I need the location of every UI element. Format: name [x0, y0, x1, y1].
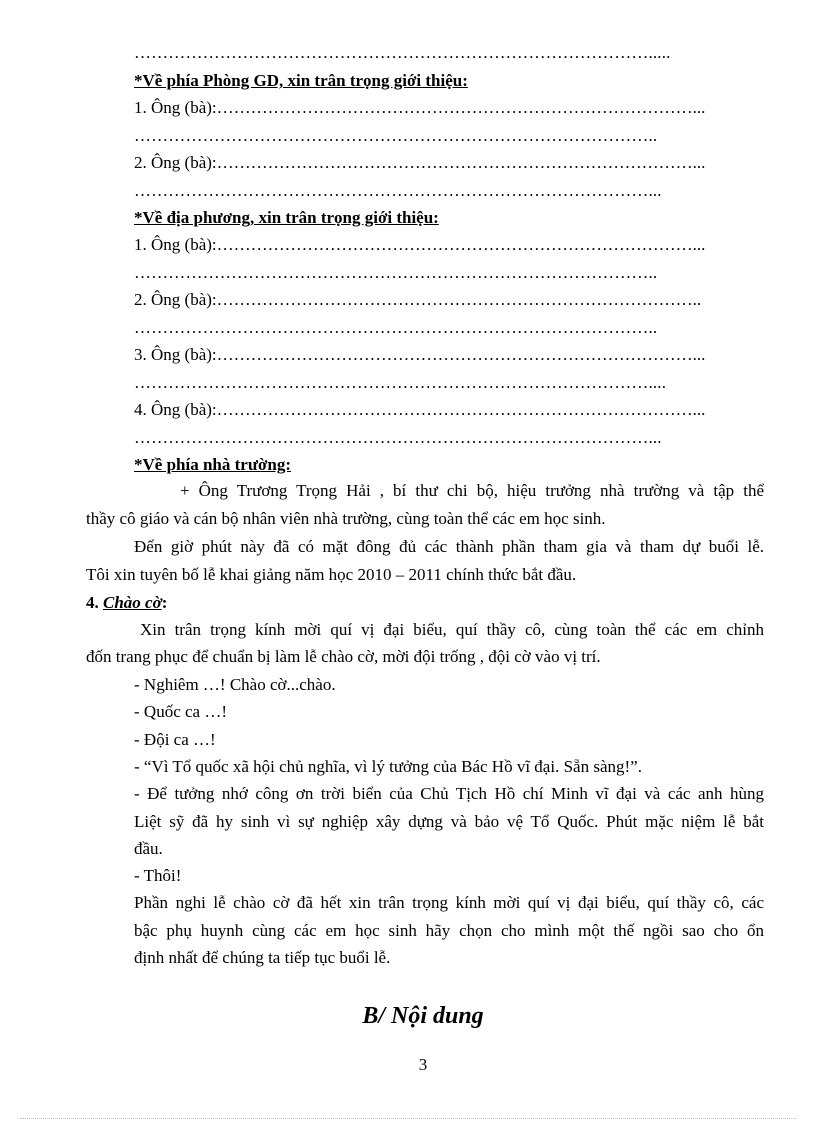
dia-phuong-item-1: 1. Ông (bà):…………………………………………………………………………... [134, 235, 706, 254]
memorial-line-1: - Để tưởng nhớ công ơn trời biển của Chủ Tịch Hồ chí Minh vĩ đại và các anh hùng [134, 784, 764, 803]
phong-gd-item-2: 2. Ông (bà):…………………………………………………………………………... [134, 153, 706, 172]
top-dotted-line: ………………………………………………………………………………..... [134, 43, 671, 62]
opening-paragraph-line-1: Đến giờ phút này đã có mặt đông đủ các thành phần tham gia và tham dự buổi lễ. [134, 537, 764, 556]
closing-line-2: bậc phụ huynh cùng các em học sinh hãy chọn cho mình một thế ngồi sao cho ổn [134, 921, 764, 940]
dia-phuong-item-1-continuation: ……………………………………………………………………………….. [134, 263, 658, 282]
dia-phuong-item-4: 4. Ông (bà):…………………………………………………………………………... [134, 400, 706, 419]
heading-nha-truong: *Về phía nhà trường: [134, 455, 292, 474]
phong-gd-item-1-continuation: ……………………………………………………………………………….. [134, 126, 658, 145]
step-nghiem: - Nghiêm …! Chào cờ...chào. [134, 675, 336, 694]
dia-phuong-item-3-continuation: ……………………………………………………………………………….... [134, 373, 667, 392]
dia-phuong-item-3: 3. Ông (bà):…………………………………………………………………………... [134, 345, 706, 364]
page-bottom-border [20, 1118, 796, 1119]
dia-phuong-item-2-continuation: ……………………………………………………………………………….. [134, 318, 658, 337]
closing-line-1: Phần nghi lễ chào cờ đã hết xin trân trọng kính mời quí vị đại biểu, quí thầy cô, các [134, 893, 764, 912]
chao-co-intro-line-2: đốn trang phục để chuẩn bị làm lễ chào cờ, mời đội trống , đội cờ vào vị trí. [86, 647, 601, 666]
closing-line-3: định nhất để chúng ta tiếp tục buổi lễ. [134, 948, 391, 967]
nha-truong-paragraph-line-1: + Ông Trương Trọng Hải , bí thư chi bộ, hiệu trưởng nhà trường và tập thể [180, 481, 764, 500]
chao-co-intro-line-1: Xin trân trọng kính mời quí vị đại biểu, quí thầy cô, cùng toàn thể các em chỉnh [140, 620, 764, 639]
dia-phuong-item-4-continuation: ………………………………………………………………………………... [134, 428, 662, 447]
memorial-line-3: đầu. [134, 839, 163, 858]
memorial-line-2: Liệt sỹ đã hy sinh vì sự nghiệp xây dựng và bảo vệ Tổ Quốc. Phút mặc niệm lễ bắt [134, 812, 764, 831]
step-san-sang: - “Vì Tổ quốc xã hội chủ nghĩa, vì lý tưởng của Bác Hồ vĩ đại. Sẵn sàng!”. [134, 757, 642, 776]
opening-paragraph-line-2: Tôi xin tuyên bố lễ khai giảng năm học 2010 – 2011 chính thức bắt đầu. [86, 565, 577, 584]
section-title-text: Chào cờ [103, 593, 162, 612]
phong-gd-item-1: 1. Ông (bà):…………………………………………………………………………... [134, 98, 706, 117]
section-chao-co-title [86, 593, 167, 613]
heading-dia-phuong: *Về địa phương, xin trân trọng giới thiệu: [134, 208, 439, 227]
phong-gd-item-2-continuation: ………………………………………………………………………………... [134, 181, 662, 200]
page-number: 3 [418, 1055, 428, 1074]
step-doi-ca: - Đội ca …! [134, 730, 216, 749]
dia-phuong-item-2: 2. Ông (bà):………………………………………………………………………….. [134, 290, 702, 309]
section-number: 4. [86, 593, 103, 612]
nha-truong-paragraph-line-2: thầy cô giáo và cán bộ nhân viên nhà trường, cùng toàn thể các em học sinh. [86, 509, 606, 528]
section-b-title: B/ Nội dung [362, 1003, 484, 1029]
step-thoi: - Thôi! [134, 866, 182, 885]
heading-phong-gd: *Về phía Phòng GD, xin trân trọng giới thiệu: [134, 71, 468, 90]
step-quoc-ca: - Quốc ca …! [134, 702, 227, 721]
section-title-colon: : [161, 593, 168, 612]
